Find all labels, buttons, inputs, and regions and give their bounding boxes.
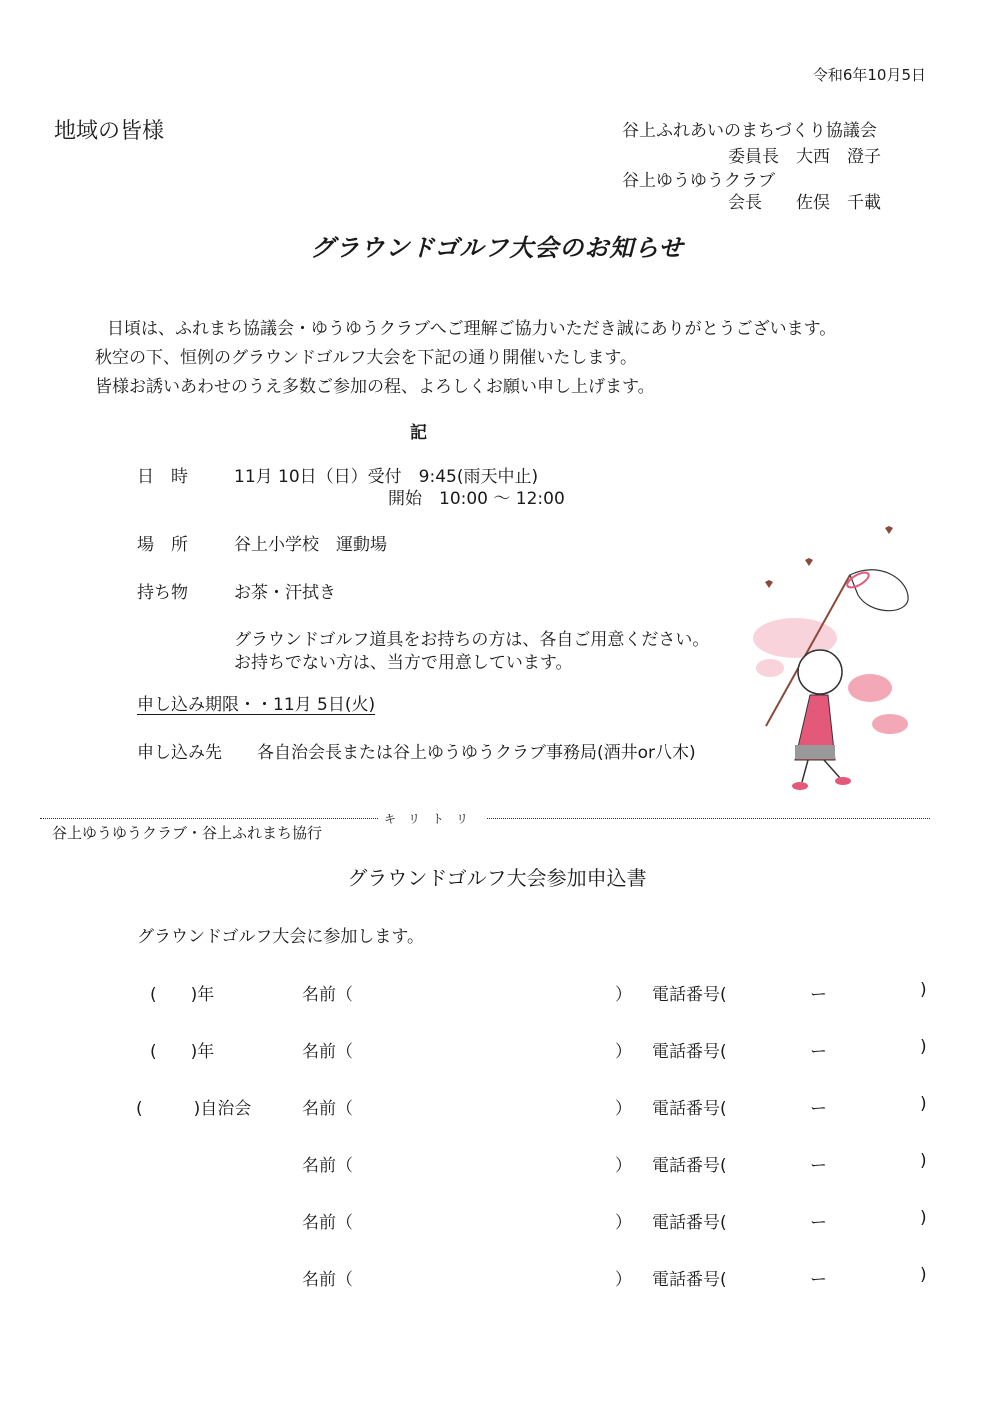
sender-org-1: 谷上ふれあいのまちづくり協議会 <box>622 121 877 141</box>
name-close: ） <box>615 1156 632 1176</box>
pink-blob-4 <box>756 659 784 677</box>
dragonfly-3 <box>885 526 893 534</box>
phone-dash: ー <box>810 1156 827 1176</box>
grade-field[interactable]: ( )年 <box>150 985 215 1005</box>
place-value: 谷上小学校 運動場 <box>234 535 387 555</box>
phone-dash: ー <box>810 1270 827 1290</box>
name-close: ） <box>615 1042 632 1062</box>
phone-label: 電話番号( <box>652 985 727 1005</box>
phone-close: ) <box>920 1037 927 1057</box>
name-label: 名前（ <box>302 1156 353 1176</box>
grade-field[interactable]: ( )年 <box>150 1042 215 1062</box>
phone-dash: ー <box>810 1099 827 1119</box>
items-label: 持ち物 <box>137 583 188 603</box>
body-line-2: 秋空の下、恒例のグラウンドゴルフ大会を下記の通り開催いたします。 <box>95 348 637 368</box>
sender-org-2: 谷上ゆうゆうクラブ <box>622 171 775 191</box>
sender-president: 会長 佐俣 千載 <box>728 193 881 213</box>
cut-organization: 谷上ゆうゆうクラブ・谷上ふれまち協行 <box>52 824 323 842</box>
girl-skirt <box>795 745 835 759</box>
girl-leg-1 <box>802 760 808 782</box>
girl-leg-2 <box>824 760 840 778</box>
phone-close: ) <box>920 1151 927 1171</box>
ki-heading: 記 <box>410 423 427 443</box>
name-label: 名前（ <box>302 985 353 1005</box>
phone-close: ) <box>920 1208 927 1228</box>
page-title: グラウンドゴルフ大会のお知らせ <box>310 234 684 262</box>
dragonfly-1 <box>805 558 813 566</box>
equipment-note-1: グラウンドゴルフ道具をお持ちの方は、各自ご用意ください。 <box>234 630 710 650</box>
addressee: 地域の皆様 <box>54 119 165 144</box>
name-close: ） <box>615 1099 632 1119</box>
name-label: 名前（ <box>302 1270 353 1290</box>
phone-dash: ー <box>810 985 827 1005</box>
phone-close: ) <box>920 1265 927 1285</box>
name-label: 名前（ <box>302 1042 353 1062</box>
dragonfly-2 <box>765 580 773 588</box>
phone-label: 電話番号( <box>652 1099 727 1119</box>
phone-label: 電話番号( <box>652 1156 727 1176</box>
girl-with-net-illustration <box>740 520 940 800</box>
form-intro: グラウンドゴルフ大会に参加します。 <box>137 927 424 947</box>
body-line-1: 日頃は、ふれまち協議会・ゆうゆうクラブへご理解ご協力いただき誠にありがとうございます。 <box>107 319 837 339</box>
net-mesh <box>850 570 908 611</box>
kiritori-label: キリトリ <box>378 810 486 827</box>
name-label: 名前（ <box>302 1099 353 1119</box>
phone-dash: ー <box>810 1213 827 1233</box>
phone-dash: ー <box>810 1042 827 1062</box>
sender-chair: 委員長 大西 澄子 <box>728 147 881 167</box>
name-close: ） <box>615 1270 632 1290</box>
name-close: ） <box>615 985 632 1005</box>
form-title: グラウンドゴルフ大会参加申込書 <box>347 866 647 890</box>
name-close: ） <box>615 1213 632 1233</box>
equipment-note-2: お持ちでない方は、当方で用意しています。 <box>234 653 573 673</box>
deadline: 申し込み期限・・11月 5日(火) <box>137 695 376 715</box>
phone-label: 電話番号( <box>652 1042 727 1062</box>
phone-close: ) <box>920 980 927 1000</box>
datetime-value: 11月 10日（日）受付 9:45(雨天中止) <box>234 467 539 487</box>
apply-value: 各自治会長または谷上ゆうゆうクラブ事務局(酒井or八木) <box>257 743 696 763</box>
items-value: お茶・汗拭き <box>234 583 336 603</box>
place-label: 場 所 <box>137 535 188 555</box>
document-date: 令和6年10月5日 <box>812 66 926 84</box>
phone-close: ) <box>920 1094 927 1114</box>
body-line-3: 皆様お誘いあわせのうえ多数ご参加の程、よろしくお願い申し上げます。 <box>95 377 655 397</box>
girl-shoe-1 <box>792 782 808 790</box>
girl-hat <box>798 650 842 694</box>
datetime-label: 日 時 <box>137 467 188 487</box>
girl-shoe-2 <box>835 777 851 785</box>
datetime-start: 開始 10:00 ～ 12:00 <box>388 489 565 509</box>
name-label: 名前（ <box>302 1213 353 1233</box>
apply-label: 申し込み先 <box>137 743 222 763</box>
phone-label: 電話番号( <box>652 1270 727 1290</box>
jichikai-field[interactable]: ( )自治会 <box>136 1099 252 1119</box>
pink-blob-3 <box>872 714 908 734</box>
pink-blob-2 <box>848 674 892 702</box>
phone-label: 電話番号( <box>652 1213 727 1233</box>
